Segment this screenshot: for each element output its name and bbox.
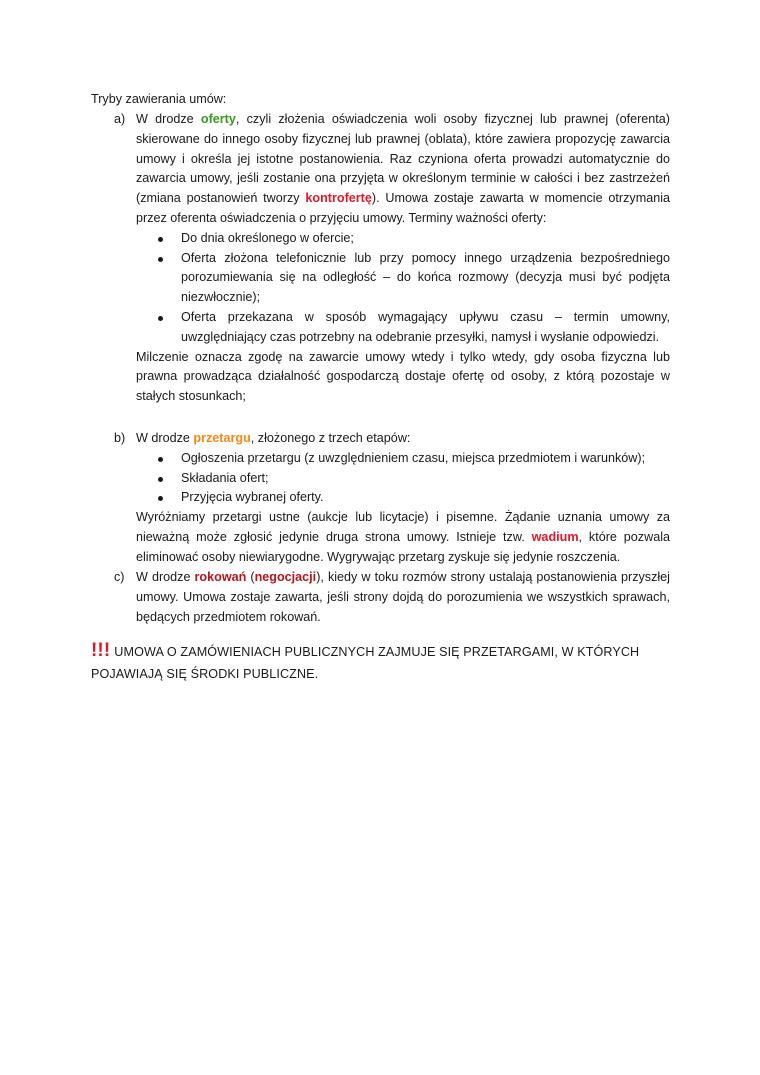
item-b-bullets bbox=[136, 449, 670, 508]
keyword-przetargu: przetargu bbox=[193, 431, 251, 445]
section-heading: Tryby zawierania umów: bbox=[91, 92, 227, 106]
bullet-text: Składania ofert; bbox=[181, 470, 269, 485]
bullet-dot-icon bbox=[158, 257, 163, 262]
item-b-paragraph bbox=[136, 429, 670, 449]
bullet-dot-icon bbox=[158, 496, 163, 501]
bullet-text: Oferta przekazana w sposób wymagający upływu czasu – termin umowny, uwzględniający czas potrzebny na odebranie przesyłki, namysł i wysłanie odpowiedzi. bbox=[181, 309, 670, 344]
bullet-text: Do dnia określonego w ofercie; bbox=[181, 230, 354, 245]
item-b-p2-post: , które pozwala eliminować osoby niewiarygodne. Wygrywając przetarg zyskuje się jedynie roszczenia. bbox=[136, 529, 671, 564]
bullet-item bbox=[136, 488, 670, 508]
bullet-item bbox=[136, 229, 670, 249]
note-text: UMOWA O ZAMÓWIENIACH PUBLICZNYCH ZAJMUJE SIĘ PRZETARGAMI, W KTÓRYCH POJAWIAJĄ SIĘ ŚRODKI PUBLICZNE. bbox=[91, 645, 640, 681]
bullet-text: Oferta złożona telefonicznie lub przy pomocy innego urządzenia bezpośredniego porozumiewania się na odległość – do końca rozmowy (decyzja musi być podjęta niezwłocznie); bbox=[181, 250, 670, 305]
item-b-text-post: , złożonego z trzech etapów: bbox=[250, 431, 411, 445]
exclamation-marks: !!! bbox=[91, 640, 111, 661]
bullet-dot-icon bbox=[158, 237, 163, 242]
item-a-paragraph bbox=[136, 110, 670, 229]
item-b-text-pre: W drodze bbox=[136, 431, 194, 445]
item-a-bullets bbox=[136, 229, 670, 348]
bullet-item bbox=[136, 249, 670, 308]
bullet-dot-icon bbox=[158, 477, 163, 482]
item-a-text-end: ). Umowa zostaje zawarta w momencie otrzymania przez oferenta oświadczenia o przyjęciu umowy. Terminy ważności oferty: bbox=[136, 191, 671, 225]
item-a-text-pre: W drodze bbox=[136, 112, 201, 126]
item-a-text-post: , czyli złożenia oświadczenia woli osoby fizycznej lub prawnej (oferenta) skierowane do innego osoby fizycznej lub prawnej (oblata), które zawiera propozycję zawarcia umowy i określa jej istotne postanowienia. Raz czyniona oferta prowadzi automatycznie do zawarcia umowy, jeśli zostanie ona przyjęta w określonym terminie w całości i bez zastrzeżeń (zmiana postanowień tworzy bbox=[136, 112, 670, 206]
list-marker-c: c) bbox=[114, 570, 125, 584]
list-item-a bbox=[114, 110, 671, 407]
keyword-wadium: wadium bbox=[531, 529, 579, 544]
keyword-kontroferte: kontrofertę bbox=[305, 191, 372, 206]
bullet-dot-icon bbox=[158, 316, 163, 321]
item-b-p2-pre: Wyróżniamy przetargi ustne (aukcje lub licytacje) i pisemne. Żądanie uznania umowy za nieważną może zgłosić jedynie druga strona umowy. Istnieje tzw. bbox=[136, 510, 670, 544]
item-b-tender-paragraph bbox=[136, 508, 670, 567]
bullet-item bbox=[136, 308, 670, 348]
keyword-rokowan: rokowań bbox=[194, 570, 247, 584]
item-a-silence-paragraph: Milczenie oznacza zgodę na zawarcie umowy wtedy i tylko wtedy, gdy osoba fizyczna lub prawna prowadząca działalność gospodarczą dostaje ofertę od osoby, z którą pozostaje w stałych stosunkach; bbox=[136, 349, 670, 404]
item-c-paragraph bbox=[136, 568, 670, 627]
list-marker-b: b) bbox=[114, 431, 126, 445]
bullet-item bbox=[136, 469, 670, 489]
keyword-negocjacji: negocjacji bbox=[254, 570, 317, 584]
item-c-text-post: ), kiedy w toku rozmów strony ustalają postanowienia przyszłej umowy. Umowa zostaje zawarta, jeśli strony dojdą do porozumienia we wszystkich sprawach, będących przedmiotem rokowań. bbox=[136, 570, 670, 624]
bullet-item bbox=[136, 449, 670, 469]
bullet-dot-icon bbox=[158, 457, 163, 462]
list-item-c bbox=[114, 568, 670, 627]
bullet-text: Przyjęcia wybranej oferty. bbox=[181, 490, 324, 505]
list-item-b bbox=[114, 429, 671, 568]
public-procurement-note bbox=[91, 640, 677, 685]
list-marker-a: a) bbox=[114, 112, 126, 126]
item-c-text-mid: ( bbox=[246, 570, 255, 584]
keyword-oferty: oferty bbox=[200, 112, 236, 126]
bullet-text: Ogłoszenia przetargu (z uwzględnieniem czasu, miejsca przedmiotem i warunków); bbox=[181, 450, 646, 465]
item-c-text-pre: W drodze bbox=[136, 570, 195, 584]
